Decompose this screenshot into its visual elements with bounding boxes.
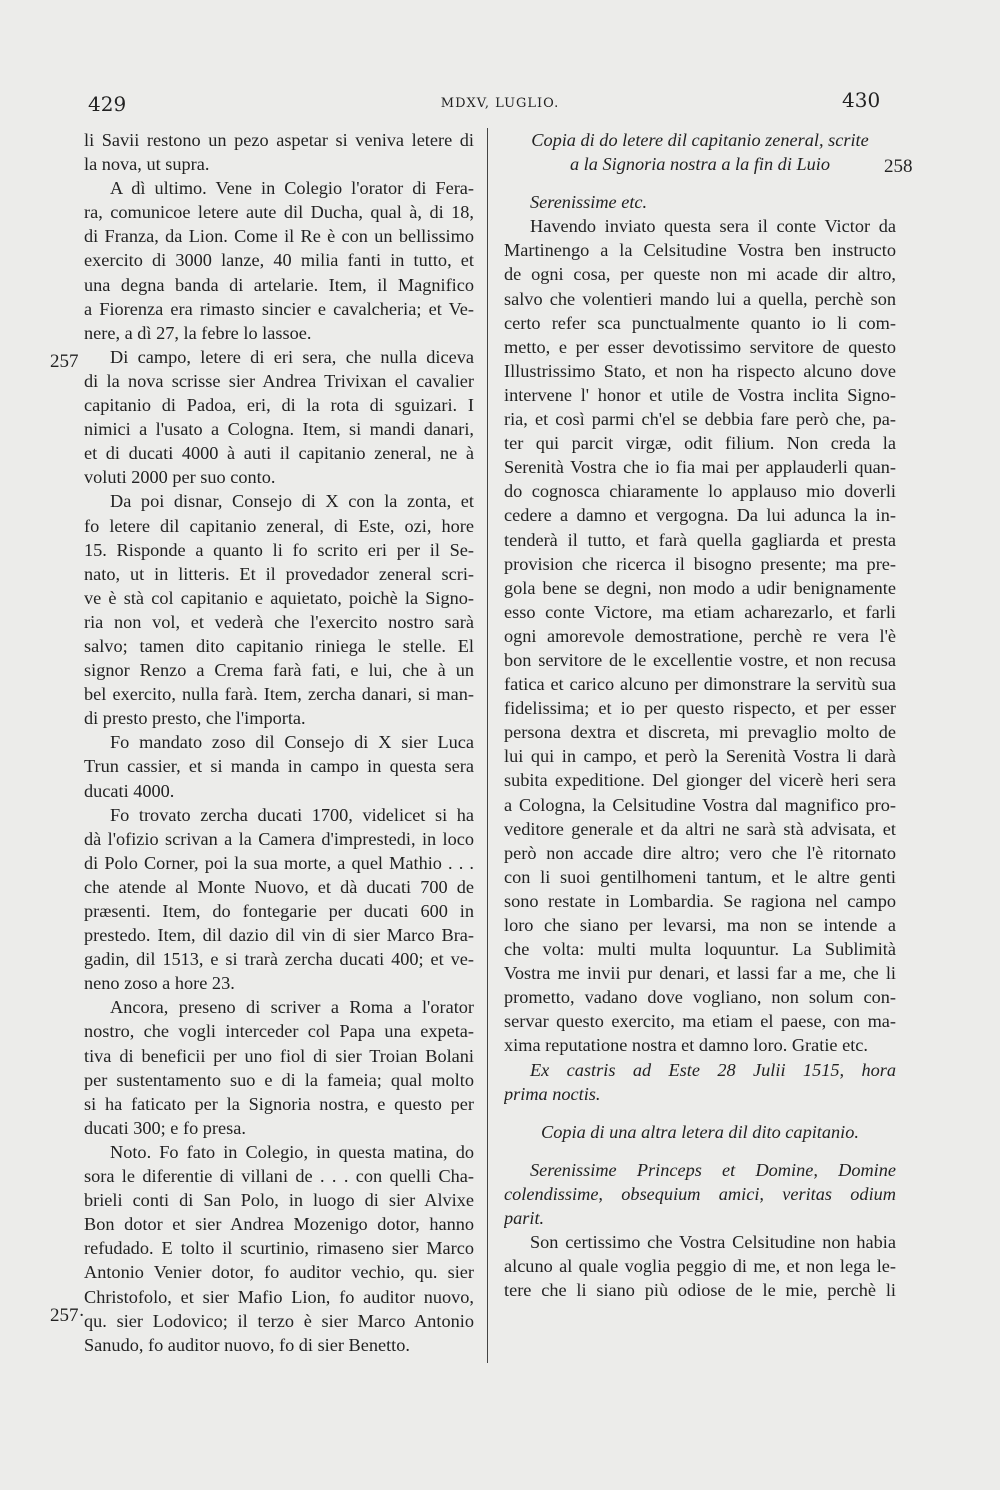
left-column <box>84 128 474 1357</box>
text-line: ducati 300; e fo presa. <box>84 1117 246 1138</box>
salutation: Serenissime Princeps et Domine, Domine <box>530 1159 896 1180</box>
text-line: però non accade dire altro; vero che l'è ritornato <box>504 842 896 863</box>
text-line: de ogni cosa, per queste non mi acade dir altro, <box>504 264 896 285</box>
margin-note-258: 258 <box>884 156 913 177</box>
text-line: gadin, dil 1513, e si trarà zercha ducati 400; et ve- <box>84 949 474 970</box>
spacer <box>504 1106 896 1120</box>
text-line: exercito di 3000 lanze, 40 milia fanti in tutto, et <box>84 250 474 271</box>
text-line: Da poi disnar, Consejo di X con la zonta, et <box>110 491 474 512</box>
running-head: MDXV, LUGLIO. <box>440 96 560 111</box>
text-line: servar questo exercito, ma etiam el paese, con ma- <box>504 1011 896 1032</box>
text-line: ve è stà col capitanio e aquietato, poichè la Signo- <box>84 587 474 608</box>
text-line: Bon dotor et sier Andrea Mozenigo dotor, hanno <box>84 1214 474 1235</box>
text-line: signor Renzo a Crema farà fati, e lui, che à un <box>84 660 474 681</box>
column-divider <box>487 128 488 1363</box>
text-line: li Savii restono un pezo aspetar si veniva letere di <box>84 130 474 150</box>
closing-line: Ex castris ad Este 28 Julii 1515, hora <box>530 1059 896 1080</box>
page-number-right: 430 <box>842 88 881 112</box>
text-line: tenderà il tutto, et farà quella gagliarda et presta <box>504 529 896 550</box>
text-line: Fo mandato zoso dil Consejo di X sier Luca <box>110 732 474 753</box>
text-line: fo letere dil capitanio zeneral, di Este, ozi, hore <box>84 515 474 536</box>
text-line: qu. sier Lodovico; il terzo è sier Marco Antonio <box>84 1310 474 1331</box>
text-line: Son certissimo che Vostra Celsitudine non habia <box>530 1232 896 1253</box>
text-line: di presto presto, che l'importa. <box>84 708 306 729</box>
text-line: prometto, vadano dove vogliano, non solum con- <box>504 987 896 1008</box>
salutation: Serenissime etc. <box>530 192 648 213</box>
text-line: ogni amorevole demostratione, perchè re vera l'è <box>504 625 896 646</box>
text-line: certo refer sca punctualmente quanto io li com- <box>504 312 896 333</box>
text-line: fidelissima; et io per questo rispecto, et per esser <box>504 698 896 719</box>
text-line: Sanudo, fo auditor nuovo, fo di sier Benetto. <box>84 1334 410 1355</box>
text-line: veditore generale et da altri ne sarà stà advisata, et <box>504 818 896 839</box>
text-line: tiva di beneficii per uno fiol di sier Troian Bolani <box>84 1045 474 1066</box>
text-line: provision che ricerca il bisogno presente; ma pre- <box>504 553 896 574</box>
text-line: si ha faticato per la Signoria nostra, e questo per <box>84 1093 474 1114</box>
text-line: ter qui parcit virgæ, odit filium. Non creda la <box>504 433 896 454</box>
page-header <box>0 88 1000 118</box>
text-line: Martinengo a la Celsitudine Vostra ben instructo <box>504 240 896 261</box>
text-line: nimici a l'usato a Cologna. Item, si mandi danari, <box>84 419 474 440</box>
text-line: fatica et carico alcuno per dimonstrare la servitù sua <box>504 674 896 695</box>
text-line: di la nova scrisse sier Andrea Trivixan el cavalier <box>84 370 474 391</box>
text-line: Di campo, letere di eri sera, che nulla diceva <box>110 346 474 367</box>
text-line: subita expeditione. Del gionger del vicerè heri sera <box>504 770 896 791</box>
right-column <box>504 128 896 1302</box>
text-line: Noto. Fo fato in Colegio, in questa matina, do <box>110 1141 474 1162</box>
section-heading: a la Signoria nostra a la fin di Luio <box>569 154 831 175</box>
text-line: a Cologna, la Celsitudine Vostra dal magnifico pro- <box>504 794 896 815</box>
text-line: Serenità Vostra che io fia mai per applauderli quan- <box>504 457 896 478</box>
text-line: ria, et così parmi ch'el se debbia fare però che, pa- <box>504 409 896 430</box>
text-line: cedere a damno et vergogna. Da lui adunca la in- <box>504 505 896 526</box>
section-heading: Copia di una altra letera dil dito capitanio. <box>541 1121 859 1142</box>
text-line: a Fiorenza era rimasto sincier e cavalcheria; et Ve- <box>84 298 474 319</box>
text-line: dà l'ofizio scrivan a la Camera d'imprestedi, in loco <box>84 828 474 849</box>
salutation: parit. <box>504 1208 545 1229</box>
text-line: prestedo. Item, dil dazio dil vin di sier Marco Bra- <box>84 925 474 946</box>
text-line: esso conte Victore, ma etiam acharezarlo, et farli <box>504 601 896 622</box>
text-line: nato, ut in litteris. Et il provedador zeneral scri- <box>84 563 474 584</box>
text-line: intervene l' honor et utile de Vostra inclita Signo- <box>504 384 896 405</box>
text-line: sora le diferentie di villani de . . . con quelli Cha- <box>84 1166 474 1187</box>
text-line: di Franza, da Lion. Come il Re è con un bellissimo <box>84 226 474 247</box>
section-heading: Copia di do letere dil capitanio zeneral, scrite <box>531 130 869 150</box>
text-line: salvo che volentieri mando lui a quella, perchè son <box>504 288 896 309</box>
text-line: Ancora, preseno di scriver a Roma a l'orator <box>110 997 474 1018</box>
text-line: xima reputatione nostra et damno loro. Gratie etc. <box>504 1035 868 1056</box>
text-line: capitanio di Padoa, eri, di la rota di sguizari. I <box>84 395 474 416</box>
text-line: loro che siano per levarsi, ma non se intende a <box>504 915 896 935</box>
text-line: alcuno al quale voglia peggio di me, et non lega le- <box>504 1256 896 1277</box>
text-line: voluti 2000 per suo conto. <box>84 467 276 488</box>
text-line: gola bene se degni, non modo a udir benignamente <box>504 577 896 598</box>
text-line: Illustrissimo Stato, et non ha rispecto alcuno dove <box>504 360 896 381</box>
closing-line: prima noctis. <box>504 1083 601 1104</box>
text-line: do cognosca chiaramente lo applauso mio doverli <box>504 481 896 502</box>
text-line: Vostra me invii pur denari, et lassi far a me, che li <box>504 963 896 984</box>
text-line: Fo trovato zercha ducati 1700, videlicet si ha <box>110 804 474 825</box>
text-line: bel exercito, nulla farà. Item, zercha danari, si man- <box>84 684 474 705</box>
text-line: nostro, che vogli interceder col Papa una expeta- <box>84 1021 474 1042</box>
text-line: præsenti. Item, do fontegarie per ducati 600 in <box>84 901 474 921</box>
text-line: ducati 4000. <box>84 780 175 801</box>
text-line: che atende al Monte Nuovo, et dà ducati 700 de <box>84 876 474 897</box>
text-line: refudado. E tolto il scurtinio, rimaseno sier Marco <box>84 1238 474 1259</box>
margin-note-257-second: 257· <box>50 1305 85 1326</box>
text-line: Antonio Venier dotor, fo auditor vechio, qu. sier <box>84 1262 474 1283</box>
text-line: tere che li siano più odiose de le mie, perchè li <box>504 1280 896 1301</box>
text-line: metto, e per esser devotissimo servitore de questo <box>504 336 896 357</box>
text-line: salvo; tamen dito capitanio riniega le stelle. El <box>84 635 474 656</box>
text-line: una degna banda di artelarie. Item, il Magnifico <box>84 274 474 295</box>
text-line: sono restate in Lombardia. Se ragiona nel campo <box>504 890 896 911</box>
text-line: ria non vol, et vederà che l'exercito nostro sarà <box>84 611 474 632</box>
text-line: Havendo inviato questa sera il conte Victor da <box>530 216 896 237</box>
text-line: per sustentamento suo e di la fameia; qual molto <box>84 1069 474 1090</box>
text-line: et di ducati 4000 à auti il capitanio zeneral, ne à <box>84 443 474 464</box>
text-line: brieli conti di San Polo, in luogo di sier Alvixe <box>84 1190 474 1211</box>
text-line: Christofolo, et sier Mafio Lion, fo auditor nuovo, <box>84 1286 474 1307</box>
spacer <box>504 176 896 190</box>
text-line: ra, comunicoe letere aute dil Ducha, qual à, di 18, <box>84 202 474 223</box>
text-line: A dì ultimo. Vene in Colegio l'orator di Fera- <box>110 178 474 199</box>
page-number-left: 429 <box>88 92 127 116</box>
salutation: colendissime, obsequium amici, veritas odium <box>504 1183 896 1204</box>
text-line: con li suoi gentilhomeni tantum, et le altre genti <box>504 866 896 887</box>
text-line: neno zoso a hore 23. <box>84 973 235 994</box>
text-line: lui qui in campo, et però la Serenità Vostra li darà <box>504 746 896 767</box>
text-line: la nova, ut supra. <box>84 154 210 175</box>
margin-note-257: 257 <box>50 351 79 372</box>
text-line: persona dextra et discreta, mi prevaglio molto de <box>504 722 896 743</box>
spacer <box>504 1144 896 1158</box>
text-line: di Polo Corner, poi la sua morte, a quel Mathio . . . <box>84 852 474 873</box>
text-line: che volta: multi multa loquuntur. La Sublimità <box>504 939 896 960</box>
text-line: Trun cassier, et si manda in campo in questa sera <box>84 756 474 777</box>
text-line: 15. Risponde a quanto li fo scrito eri per il Se- <box>84 539 474 560</box>
text-line: nere, a dì 27, la febre lo lassoe. <box>84 322 312 343</box>
text-line: bon servitore de le excellentie vostre, et non recusa <box>504 649 896 670</box>
